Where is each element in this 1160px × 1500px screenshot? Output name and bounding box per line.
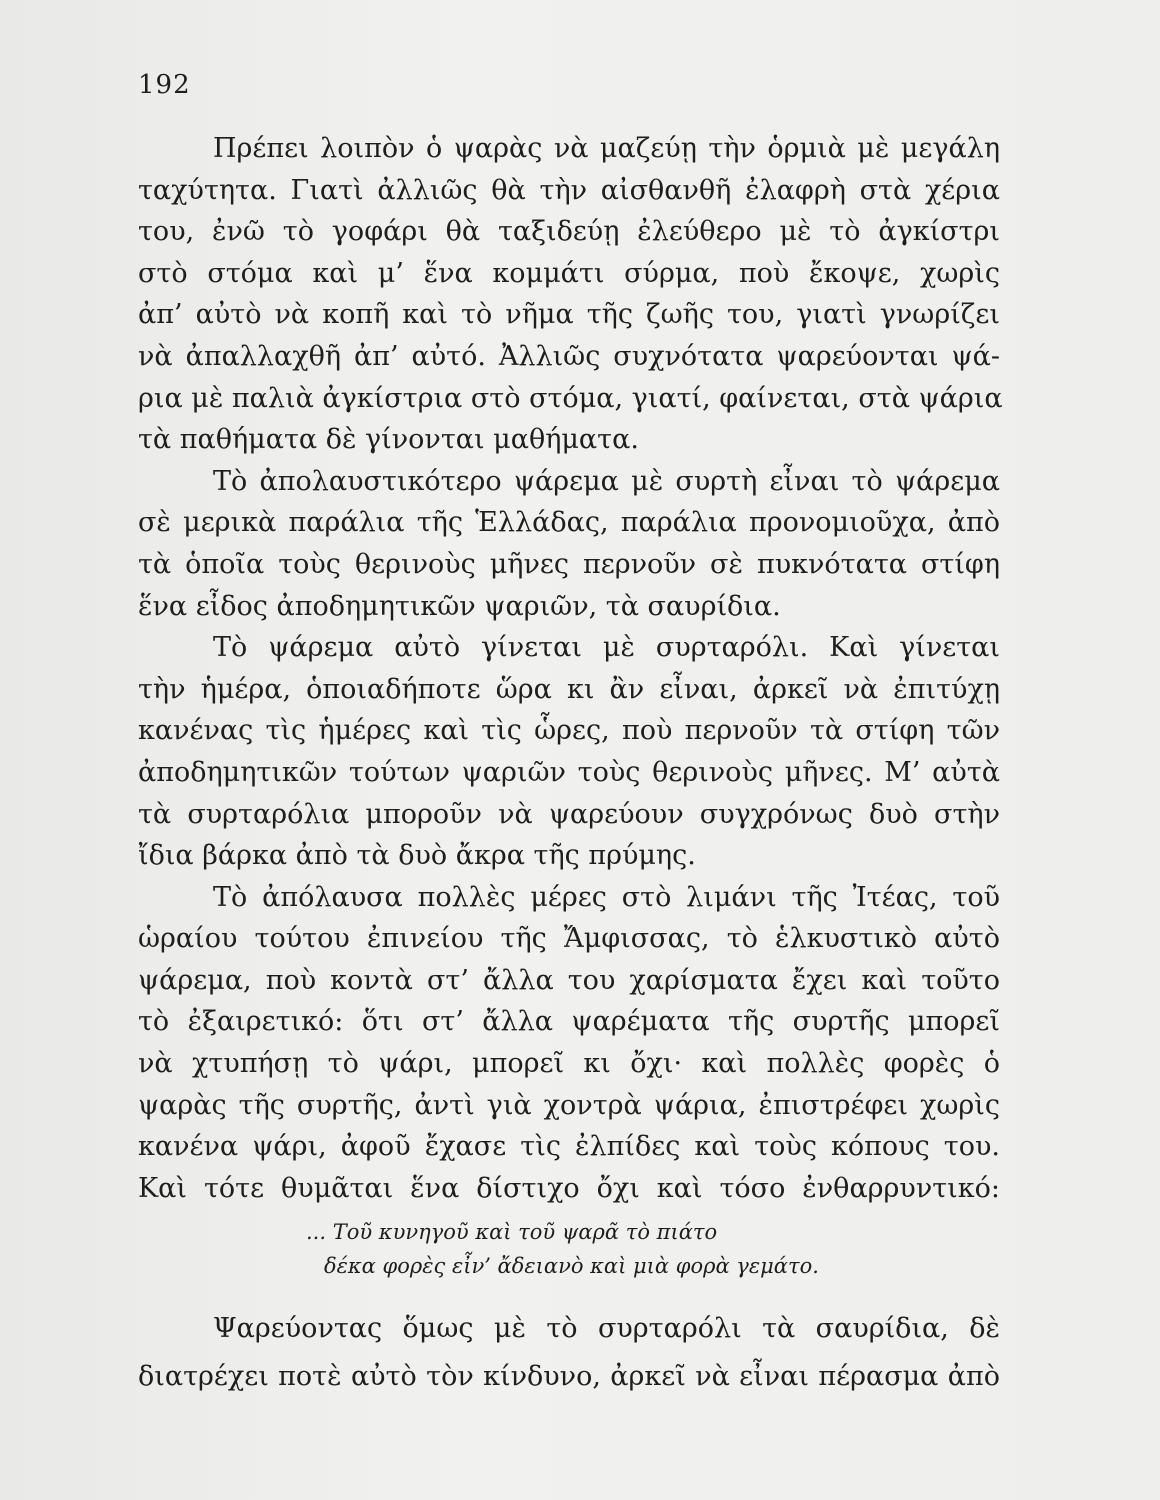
verse-line: ... Τοῦ κυνηγοῦ καὶ τοῦ ψαρᾶ τὸ πιάτο <box>306 1220 718 1245</box>
text-line: τὸ ἐξαιρετικό: ὅτι στ’ ἄλλα ψαρέματα τῆς συρτῆς μπορεῖ <box>138 1006 1000 1038</box>
paragraph-4 <box>138 877 1000 1210</box>
page-body-text <box>138 128 1003 1401</box>
text-line: κανένα ψάρι, ἀφοῦ ἔχασε τὶς ἐλπίδες καὶ τοὺς κόπους του. <box>138 1131 1000 1163</box>
text-line: σὲ μερικὰ παράλια τῆς Ἑλλάδας, παράλια προνομιοῦχα, ἀπὸ <box>138 507 1000 539</box>
text-line: Ψαρεύοντας ὅμως μὲ τὸ συρταρόλι τὰ σαυρίδια, δὲ <box>213 1313 1000 1345</box>
text-line: ταχύτητα. Γιατὶ ἀλλιῶς θὰ τὴν αἰσθανθῆ ἐλαφρὴ στὰ χέρια <box>138 174 1000 206</box>
paragraph-5 <box>138 1305 1000 1401</box>
text-line: Τὸ ἀπόλαυσα πολλὲς μέρες στὸ λιμάνι τῆς Ἰτέας, τοῦ <box>213 881 1000 913</box>
text-line: ἕνα εἶδος ἀποδημητικῶν ψαριῶν, τὰ σαυρίδια. <box>138 590 781 622</box>
text-line: νὰ χτυπήσῃ τὸ ψάρι, μπορεῖ κι ὄχι· καὶ πολλὲς φορὲς ὁ <box>138 1048 1000 1080</box>
text-line: τὴν ἡμέρα, ὁποιαδήποτε ὥρα κι ἂν εἶναι, ἀρκεῖ νὰ ἐπιτύχῃ <box>138 673 1000 705</box>
text-line: διατρέχει ποτὲ αὐτὸ τὸν κίνδυνο, ἀρκεῖ νὰ εἶναι πέρασμα ἀπὸ <box>138 1361 1000 1393</box>
paragraph-3 <box>138 627 1000 877</box>
text-line: κανένας τὶς ἡμέρες καὶ τὶς ὧρες, ποὺ περνοῦν τὰ στίφη τῶν <box>138 715 1000 747</box>
text-line: τὰ ὁποῖα τοὺς θερινοὺς μῆνες περνοῦν σὲ πυκνότατα στίφη <box>138 548 1000 580</box>
text-line: του, ἐνῶ τὸ γοφάρι θὰ ταξιδεύῃ ἐλεύθερο μὲ τὸ ἀγκίστρι <box>138 216 1000 248</box>
text-line: νὰ ἀπαλλαχθῆ ἀπ’ αὐτό. Ἀλλιῶς συχνότατα ψαρεύονται ψά- <box>138 340 1000 372</box>
text-line: ψαρὰς τῆς συρτῆς, ἀντὶ γιὰ χοντρὰ ψάρια, ἐπιστρέφει χωρὶς <box>138 1089 1000 1121</box>
page-number: 192 <box>138 70 191 100</box>
text-line: τὰ συρταρόλια μποροῦν νὰ ψαρεύουν συγχρόνως δυὸ στὴν <box>138 798 1000 830</box>
text-line: ὡραίου τούτου ἐπινείου τῆς Ἄμφισσας, τὸ ἑλκυστικὸ αὐτὸ <box>138 923 1000 955</box>
text-line: τὰ παθήματα δὲ γίνονται μαθήματα. <box>138 424 639 456</box>
verse-line: δέκα φορὲς εἶν’ ἄδειανὸ καὶ μιὰ φορὰ γεμάτο. <box>324 1254 819 1279</box>
text-line: Τὸ ψάρεμα αὐτὸ γίνεται μὲ συρταρόλι. Καὶ γίνεται <box>213 632 1000 664</box>
text-line: ψάρεμα, ποὺ κοντὰ στ’ ἄλλα του χαρίσματα ἔχει καὶ τοῦτο <box>138 964 1000 996</box>
paragraph-2 <box>138 461 1000 627</box>
text-line: Πρέπει λοιπὸν ὁ ψαρὰς νὰ μαζεύῃ τὴν ὁρμιὰ μὲ μεγάλη <box>213 133 1000 164</box>
text-line: ἀποδημητικῶν τούτων ψαριῶν τοὺς θερινοὺς μῆνες. Μ’ αὐτὰ <box>138 756 1000 788</box>
paragraph-1 <box>138 128 1003 461</box>
text-line: ἴδια βάρκα ἀπὸ τὰ δυὸ ἄκρα τῆς πρύμης. <box>138 840 696 872</box>
text-line: ἀπ’ αὐτὸ νὰ κοπῆ καὶ τὸ νῆμα τῆς ζωῆς του, γιατὶ γνωρίζει <box>138 299 1000 331</box>
text-line: Τὸ ἀπολαυστικότερο ψάρεμα μὲ συρτὴ εἶναι τὸ ψάρεμα <box>213 465 1000 497</box>
text-line: ρια μὲ παλιὰ ἀγκίστρια στὸ στόμα, γιατί, φαίνεται, στὰ ψάρια <box>138 382 1003 414</box>
quoted-couplet <box>138 1215 1000 1283</box>
text-line: στὸ στόμα καὶ μ’ ἕνα κομμάτι σύρμα, ποὺ ἔκοψε, χωρὶς <box>138 257 1000 289</box>
text-line: Καὶ τότε θυμᾶται ἕνα δίστιχο ὄχι καὶ τόσο ἐνθαρρυντικό: <box>138 1172 1000 1204</box>
